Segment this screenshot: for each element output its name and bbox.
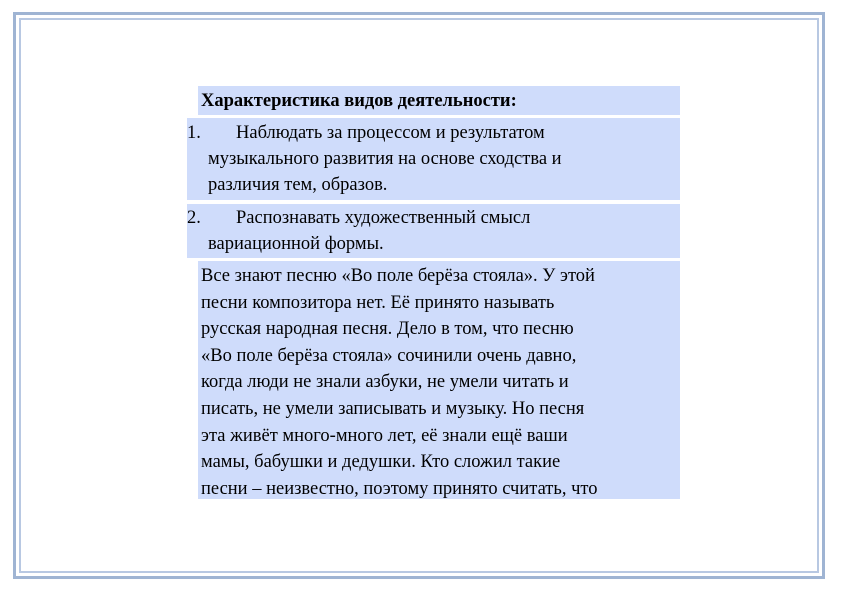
list-item-number: 2. <box>187 208 201 228</box>
list-item-text-line: вариационной формы. <box>208 234 384 254</box>
list-item-text-line: различия тем, образов. <box>208 175 388 195</box>
paragraph-line: песни – неизвестно, поэтому принято считать, что <box>201 478 598 499</box>
paragraph-line: Все знают песню «Во поле берёза стояла». У этой <box>201 266 595 286</box>
paragraph-line: русская народная песня. Дело в том, что песню <box>201 319 574 340</box>
paragraph-line: эта живёт много-много лет, её знали ещё ваши <box>201 425 568 446</box>
list-item-text-line: Распознавать художественный смысл <box>236 208 531 228</box>
paragraph-line: когда люди не знали азбуки, не умели читать и <box>201 372 569 393</box>
paragraph-line: мамы, бабушки и дедушки. Кто сложил такие <box>201 452 561 473</box>
list-item-number: 1. <box>187 123 201 143</box>
list-item-text-line: музыкального развития на основе сходства и <box>208 149 562 169</box>
paragraph-line: «Во поле берёза стояла» сочинили очень давно, <box>201 345 577 366</box>
list-item-text-line: Наблюдать за процессом и результатом <box>236 123 545 143</box>
section-heading: Характеристика видов деятельности: <box>201 91 517 111</box>
paragraph-line: писать, не умели записывать и музыку. Но песня <box>201 399 585 419</box>
paragraph-line: песни композитора нет. Её принято называть <box>201 292 555 313</box>
